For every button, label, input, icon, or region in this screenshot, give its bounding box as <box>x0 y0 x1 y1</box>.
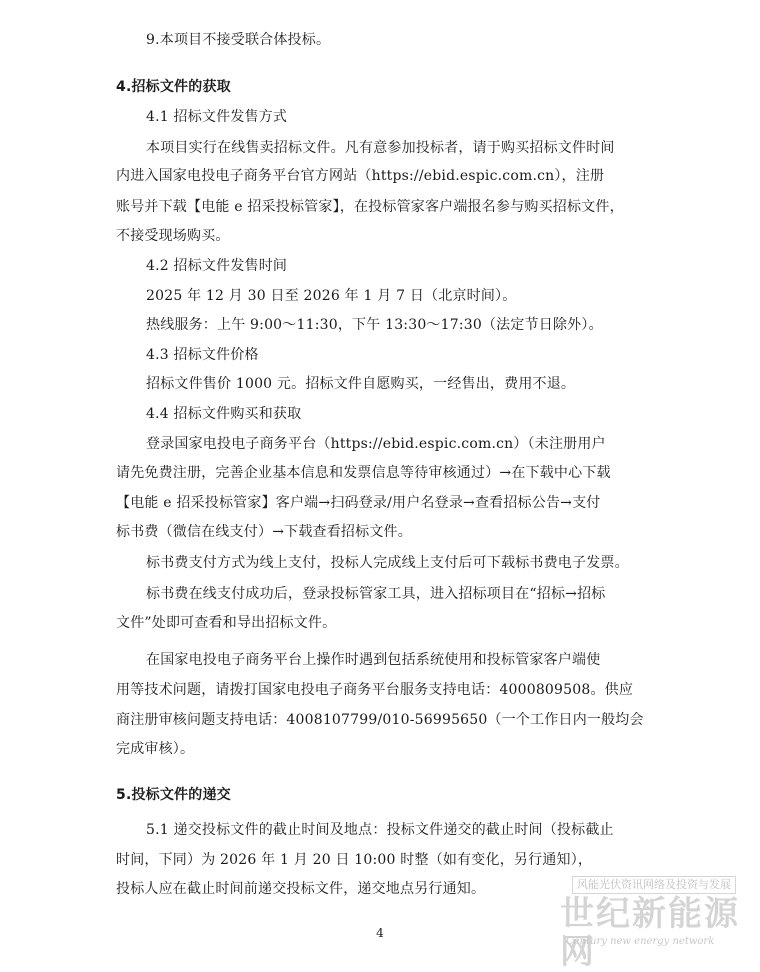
paragraph-line: 【电能 e 招采投标管家】客户端→扫码登录/用户名登录→查看招标公告→支付 <box>116 495 601 511</box>
hotline-hours: 热线服务：上午 9:00～11:30，下午 13:30～17:30（法定节日除外）。 <box>146 317 603 333</box>
paragraph-line: 请先免费注册，完善企业基本信息和发票信息等待审核通过）→在下载中心下载 <box>116 465 611 481</box>
paragraph-line: 投标人应在截止时间前递交投标文件，递交地点另行通知。 <box>116 881 486 897</box>
subheading-4-1: 4.1 招标文件发售方式 <box>146 109 288 125</box>
paragraph-line: 用等技术问题，请拨打国家电投电子商务平台服务支持电话：4000809508。供应 <box>116 682 634 698</box>
paragraph-line: 不接受现场购买。 <box>116 228 230 244</box>
paragraph-line: 标书费在线支付成功后，登录投标管家工具，进入招标项目在“招标→招标 <box>146 586 606 602</box>
paragraph-line: 标书费（微信在线支付）→下载查看招标文件。 <box>116 524 412 540</box>
watermark-logo-text: 世纪新能源网 <box>560 894 740 972</box>
sale-period: 2025 年 12 月 30 日至 2026 年 1 月 7 日（北京时间）。 <box>146 288 517 304</box>
paragraph-line: 时间，下同）为 2026 年 1 月 20 日 10:00 时整（如有变化，另行通知）， <box>116 852 593 868</box>
paragraph-line: 登录国家电投电子商务平台（https://ebid.espic.com.cn）（未注册用户 <box>146 436 606 452</box>
watermark-subtitle: Century new energy network <box>566 936 715 947</box>
subheading-4-2: 4.2 招标文件发售时间 <box>146 258 288 274</box>
clause-9: 9.本项目不接受联合体投标。 <box>146 32 331 48</box>
paragraph-line: 内进入国家电投电子商务平台官方网站（https://ebid.espic.com.cn），注册 <box>116 168 605 184</box>
paragraph-line: 商注册审核问题支持电话：4008107799/010-56995650（一个工作日内一般均会 <box>116 712 644 728</box>
section-heading-4: 4.招标文件的获取 <box>116 79 231 95</box>
watermark-tag: 风能光伏资讯网络及投资与发展 <box>572 876 736 894</box>
subheading-4-4: 4.4 招标文件购买和获取 <box>146 406 302 422</box>
paragraph-line: 文件”处即可查看和导出招标文件。 <box>116 615 337 631</box>
paragraph-line: 在国家电投电子商务平台上操作时遇到包括系统使用和投标管家客户端使 <box>146 652 601 668</box>
page-number: 4 <box>376 926 384 940</box>
paragraph-line: 标书费支付方式为线上支付，投标人完成线上支付后可下载标书费电子发票。 <box>146 555 629 571</box>
subheading-4-3: 4.3 招标文件价格 <box>146 347 259 363</box>
price-line: 招标文件售价 1000 元。招标文件自愿购买，一经售出，费用不退。 <box>146 376 576 392</box>
paragraph-line: 本项目实行在线售卖招标文件。凡有意参加投标者，请于购买招标文件时间 <box>146 140 615 156</box>
paragraph-line: 账号并下载【电能 e 招采投标管家】，在投标管家客户端报名参与购买招标文件， <box>116 199 624 215</box>
section-heading-5: 5.投标文件的递交 <box>116 787 231 803</box>
paragraph-line: 完成审核）。 <box>116 741 195 757</box>
paragraph-line: 5.1 递交投标文件的截止时间及地点：投标文件递交的截止时间（投标截止 <box>146 822 614 838</box>
